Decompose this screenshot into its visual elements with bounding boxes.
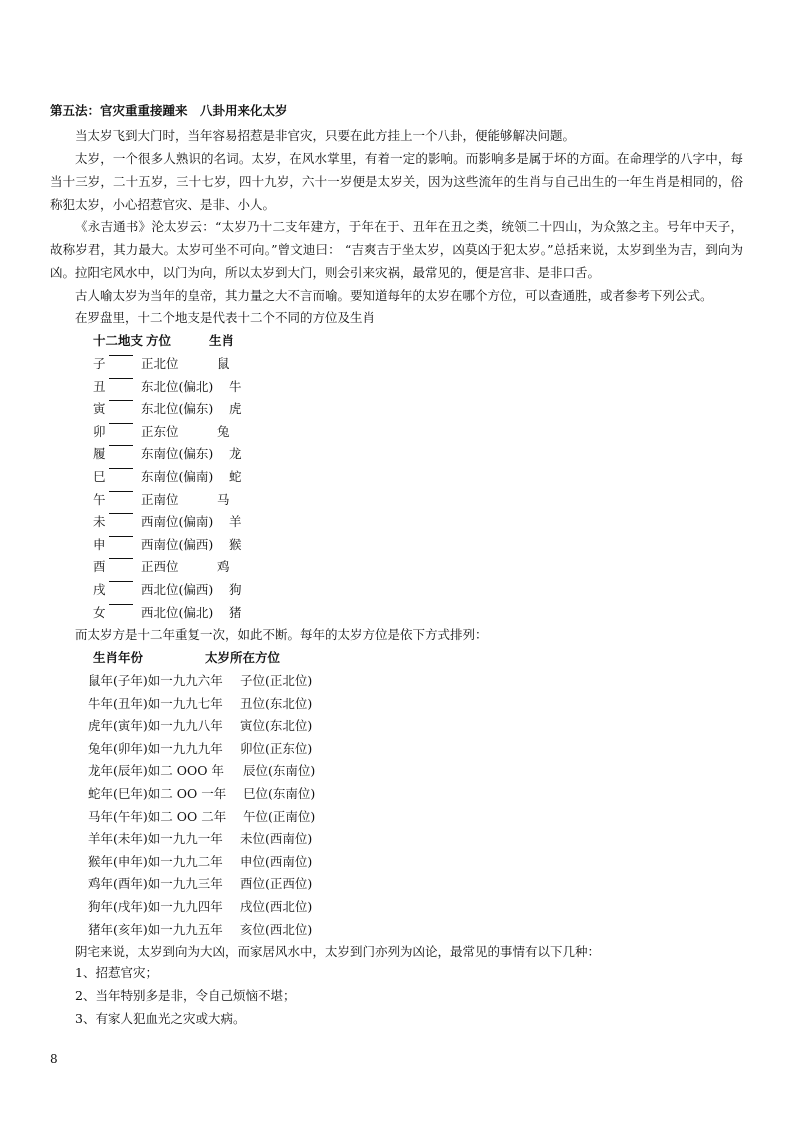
list-item: 2、当年特别多是非，令自己烦恼不堪； — [75, 988, 296, 1003]
branch-cell: 寅 — [93, 401, 106, 417]
animal-cell: 鼠 — [217, 356, 230, 371]
animal-cell: 龙 — [229, 446, 242, 462]
direction-cell: 正东位 — [141, 423, 179, 439]
position-cell: 卯位(正东位) — [240, 740, 313, 756]
year-cell: 猴年(申年)如一九九二年 — [88, 853, 223, 869]
header-direction: 方位 — [146, 333, 172, 348]
section-title: 第五法：官灾重重接踵来 八卦用来化太岁 — [50, 103, 288, 118]
branch-cell: 巳 — [93, 469, 106, 484]
header-branch: 十二地支 — [93, 333, 144, 348]
position-cell: 戌位(西北位) — [240, 899, 313, 914]
branch-cell: 卯 — [93, 423, 106, 439]
animal-cell: 猪 — [229, 604, 242, 620]
direction-cell: 东南位(偏南) — [141, 469, 214, 484]
animal-cell: 马 — [217, 491, 230, 507]
paragraph-2: 太岁，一个很多人熟识的名词。太岁，在风水掌里，有着一定的影响。而影响多是属于坏的方面。在命理学的八字中，每当十三岁，二十五岁，三十七岁，四十九岁，六十一岁便是太岁关，因为这些流年的生肖与自己出生的一年生肖是相同的，俗称犯太岁，小心招惹官灾、是非、小人。 — [50, 151, 743, 212]
paragraph-7: 阴宅来说，太岁到向为大凶，而家居风水中，太岁到门亦列为凶论，最常见的事情有以下几种： — [75, 944, 601, 959]
year-cell: 羊年(未年)如一九九一年 — [88, 831, 223, 847]
direction-cell: 东北位(偏北) — [141, 378, 214, 394]
paragraph-6: 而太岁方是十二年重复一次，如此不断。每年的太岁方位是依下方式排列： — [75, 627, 488, 642]
position-cell: 未位(西南位) — [240, 831, 313, 847]
branch-cell: 午 — [93, 491, 106, 507]
branch-cell: 丑 — [93, 378, 106, 394]
list-item: 1、招惹官灾； — [75, 965, 158, 980]
branch-cell: 子 — [93, 356, 106, 371]
branch-cell: 戌 — [93, 582, 106, 597]
direction-cell: 正南位 — [141, 491, 179, 507]
direction-cell: 正北位 — [141, 356, 179, 371]
branch-cell: 未 — [93, 514, 106, 530]
animal-cell: 狗 — [229, 582, 242, 597]
paragraph-4: 古人喻太岁为当年的皇帝，其力量之大不言而喻。要知道每年的太岁在哪个方位，可以查通胜，或者参考下列公式。 — [75, 288, 713, 303]
paragraph-5: 在罗盘里，十二个地支是代表十二个不同的方位及生肖 — [75, 310, 376, 325]
year-cell: 狗年(戌年)如一九九四年 — [88, 899, 223, 914]
animal-cell: 牛 — [229, 378, 242, 394]
header-animal: 生肖 — [209, 333, 235, 348]
position-cell: 寅位(东北位) — [240, 718, 313, 734]
position-cell: 辰位(东南位) — [243, 763, 316, 779]
year-cell: 牛年(丑年)如一九九七年 — [88, 695, 223, 711]
position-cell: 丑位(东北位) — [240, 695, 313, 711]
page-number: 8 — [50, 1052, 58, 1066]
position-cell: 巳位(东南位) — [243, 786, 316, 801]
direction-cell: 西北位(偏北) — [141, 604, 214, 620]
position-cell: 午位(正南位) — [243, 808, 316, 824]
position-cell: 亥位(西北位) — [240, 921, 313, 937]
year-cell: 兔年(卯年)如一九九九年 — [88, 740, 223, 756]
year-cell: 蛇年(巳年)如二 OO 一年 — [88, 786, 227, 801]
direction-cell: 西北位(偏西) — [141, 582, 214, 597]
position-cell: 申位(西南位) — [240, 853, 313, 869]
branch-cell: 女 — [93, 604, 106, 620]
paragraph-3: 《永吉通书》沦太岁云：“太岁乃十二支年建方，于年在于、丑年在丑之类，统领二十四山，为众煞之主。号年中天子，故称岁君，其力最大。太岁可坐不可向。”曾文迪曰： “吉爽吉于坐太岁，凶莫凶于犯太岁。”总括来说，太岁到坐为吉，到向为凶。拉阳宅风水中，以门为向，所以太岁到大门，则会引来灾祸，最常见的，便是宫非、是非口舌。 — [50, 219, 743, 280]
header-year: 生肖年份 — [93, 650, 144, 665]
list-item: 3、有家人犯血光之灾或大病。 — [75, 1011, 246, 1026]
direction-cell: 正西位 — [141, 559, 179, 575]
animal-cell: 鸡 — [217, 559, 230, 575]
year-cell: 鸡年(酉年)如一九九三年 — [88, 876, 223, 892]
direction-cell: 东南位(偏东) — [141, 446, 214, 462]
branch-cell: 申 — [93, 536, 106, 552]
direction-cell: 东北位(偏东) — [141, 401, 214, 417]
branch-cell: 履 — [93, 446, 106, 462]
year-cell: 马年(午年)如二 OO 二年 — [88, 808, 227, 824]
paragraph-1: 当太岁飞到大门时，当年容易招惹是非官灾，只要在此方挂上一个八卦，便能够解决问题。 — [75, 128, 576, 143]
year-cell: 龙年(辰年)如二 OOO 年 — [88, 763, 224, 779]
year-cell: 猪年(亥年)如一九九五年 — [88, 921, 223, 937]
animal-cell: 羊 — [229, 514, 242, 530]
year-cell: 鼠年(子年)如一九九六年 — [88, 673, 223, 688]
animal-cell: 虎 — [229, 401, 242, 417]
direction-cell: 西南位(偏南) — [141, 514, 214, 530]
branch-cell: 酉 — [93, 559, 106, 575]
animal-cell: 蛇 — [229, 469, 242, 484]
animal-cell: 兔 — [217, 423, 230, 439]
position-cell: 酉位(正西位) — [240, 876, 313, 892]
direction-cell: 西南位(偏西) — [141, 536, 214, 552]
animal-cell: 猴 — [229, 536, 242, 552]
position-cell: 子位(正北位) — [240, 673, 313, 688]
year-cell: 虎年(寅年)如一九九八年 — [88, 718, 223, 734]
header-position: 太岁所在方位 — [205, 650, 281, 665]
